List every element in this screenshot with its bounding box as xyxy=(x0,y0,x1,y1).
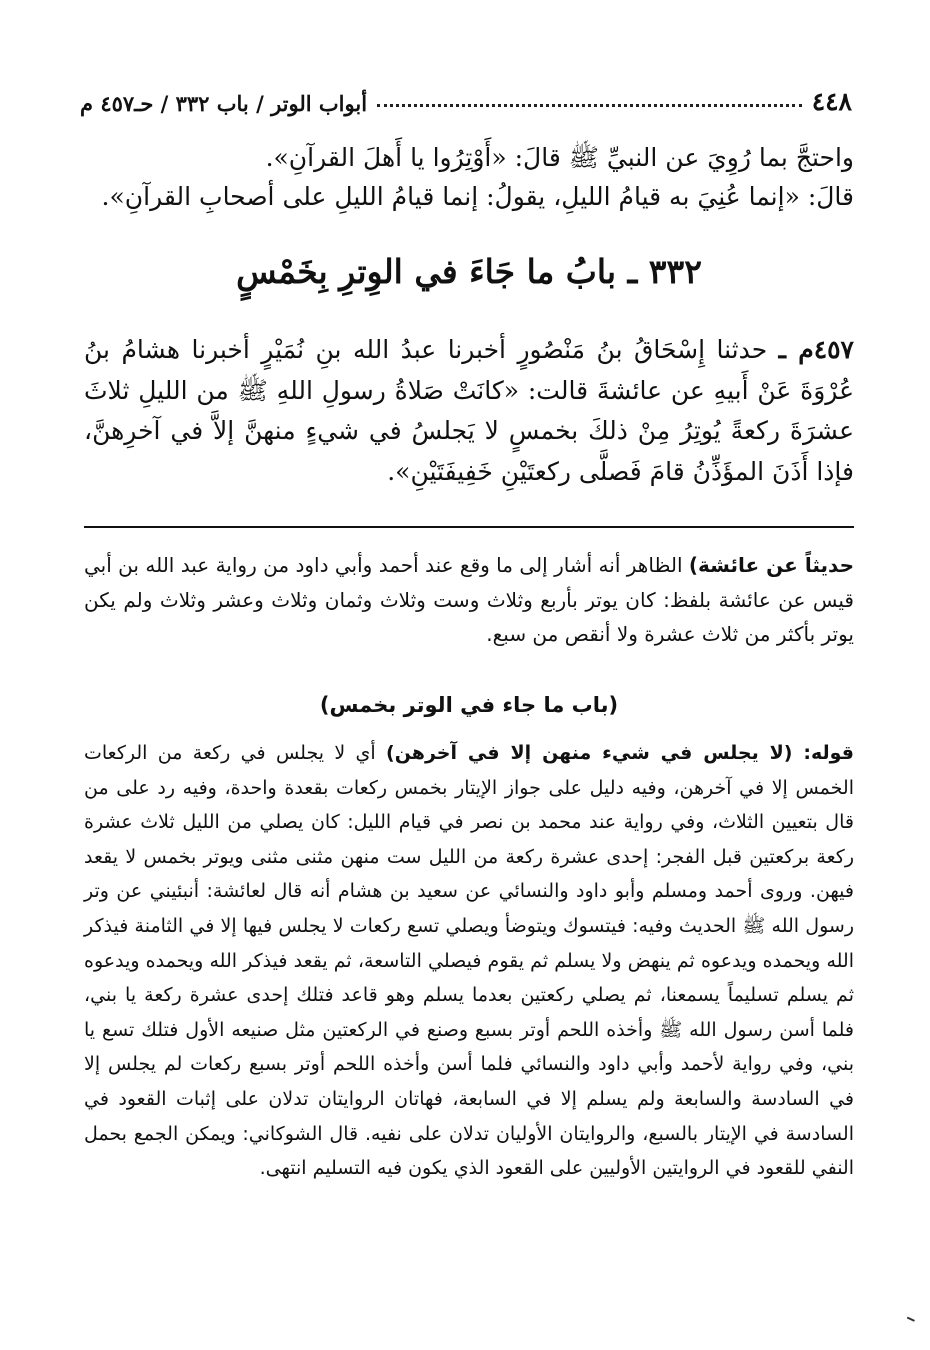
commentary-1-text: الظاهر أنه أشار إلى ما وقع عند أحمد وأبي داود من رواية عبد الله بن أبي قيس عن عائشة بلفظ: كان يوتر بأربع وثلاث وست وثلاث وثمان وثلاث وعشر وثلاث ولم يكن يوتر بأكثر من ثلاث عشرة ولا أنقص من سبع. xyxy=(84,553,854,646)
main-text-intro xyxy=(84,138,854,216)
chapter-heading: ٣٣٢ ـ بابُ ما جَاءَ في الوِترِ بِخَمْسٍ xyxy=(236,252,702,291)
margin-mark xyxy=(905,1317,915,1326)
hadith-text: حدثنا إِسْحَاقُ بنُ مَنْصُورٍ أخبرنا عبدُ الله بنِ نُمَيْرٍ أخبرنا هشامُ بنُ عُرْوَةَ عَنْ أَبيهِ عن عائشةَ قالت: «كانَتْ صَلاةُ رسولِ اللهِ ﷺ من الليلِ ثلاثَ عشرَةَ ركعةً يُوتِرُ مِنْ ذلكَ بخمسٍ لا يَجلسُ في شيءٍ منهنَّ إلاَّ في آخرِهنَّ، فإذا أَذَنَ المؤَذِّنُ قامَ فَصلَّى ركعتَيْنِ خَفِيفَتَيْنِ». xyxy=(84,335,854,486)
running-header xyxy=(80,80,852,116)
commentary-2-lead: قوله: (لا يجلس في شيء منهن إلا في آخرهن) xyxy=(386,742,854,764)
footnote-separator xyxy=(84,526,854,528)
page-number: ٤٤٨ xyxy=(811,87,852,116)
header-dotted-leader xyxy=(377,104,802,107)
hadith-text-block xyxy=(84,330,854,492)
commentary-paragraph-1 xyxy=(84,548,854,652)
commentary-2-text: أي لا يجلس في ركعة من الركعات الخمس إلا في آخرهن، وفيه دليل على جواز الإيتار بخمس ركعات بقعدة واحدة، وفيه رد على من قال بتعيين الثلاث، وفي رواية عند محمد بن نصر في قيام الليل: كان يصلي من الليل ثلاث عشرة ركعة بركعتين قبل الفجر: إحدى عشرة ركعة من الليل ست منهن مثنى مثنى ويوتر بخمس لا يقعد فيهن. وروى أحمد ومسلم وأبو داود والنسائي عن سعيد بن هشام أنه قال لعائشة: أنبئيني عن وتر رسول الله ﷺ الحديث وفيه: فيتسوك ويتوضأ ويصلي تسع ركعات لا يجلس فيها إلا في الثامنة فيذكر الله ويحمده ويدعوه ثم ينهض ولا يسلم ثم يقوم فيصلي التاسعة، ثم يقعد فيذكر الله ويحمده ويدعوه ثم يسلم تسليماً يسمعنا، ثم يصلي ركعتين بعدما يسلم وهو قاعد فتلك إحدى عشرة ركعة يا بني، فلما أسن رسول الله ﷺ وأخذه اللحم أوتر بسبع وصنع في الركعتين مثل صنيعه الأول فتلك تسع يا بني، وفي رواية لأحمد وأبي داود والنسائي فلما أسن وأخذه اللحم أوتر بسبع ركعات لم يجلس إلا في السادسة والسابعة ولم يسلم إلا في السابعة، فهاتان الروايتان تدلان على إثبات القعود في السادسة في الإيتار بالسبع، والروايتان الأوليان تدلان على نفيه. قال الشوكاني: ويمكن الجمع بحمل النفي للقعود في الروايتين الأوليين على القعود الذي يكون فيه التسليم انتهى. xyxy=(84,742,854,1180)
commentary-sub-heading: (باب ما جاء في الوتر بخمس) xyxy=(319,693,619,717)
intro-line-1: واحتجَّ بما رُوِيَ عن النبيِّ ﷺ قالَ: «أَوْتِرُوا يا أَهلَ القرآنِ». xyxy=(265,143,854,172)
commentary-paragraph-2 xyxy=(84,736,854,1186)
running-title: أبواب الوتر / باب ٣٣٢ / حـ٤٥٧ م xyxy=(80,91,368,116)
intro-line-2: قالَ: «إنما عُنِيَ به قيامُ الليلِ، يقولُ: إنما قيامُ الليلِ على أصحابِ القرآنِ». xyxy=(101,182,854,211)
commentary-1-lead: حديثاً عن عائشة) xyxy=(688,553,854,577)
hadith-number: ٤٥٧م ـ xyxy=(778,335,854,364)
